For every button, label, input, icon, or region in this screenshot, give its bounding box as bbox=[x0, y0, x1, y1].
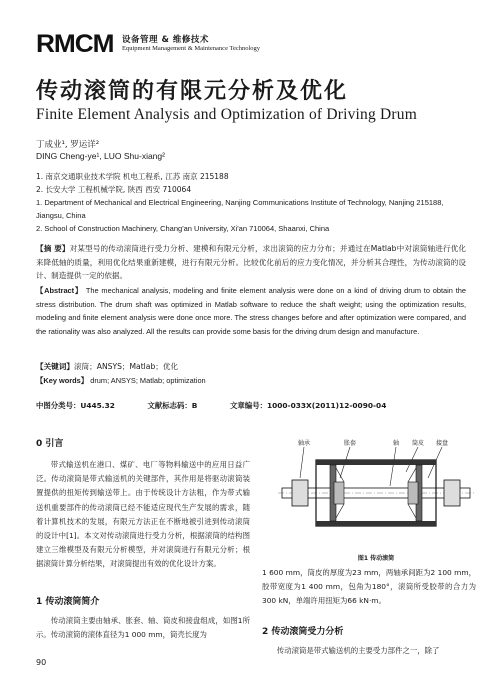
page-number: 90 bbox=[36, 658, 47, 667]
abstract-en-tag: 【Abstract】 bbox=[36, 286, 84, 295]
abstract-cn-tag: 【摘 要】 bbox=[36, 244, 70, 253]
figure-driving-drum bbox=[278, 438, 474, 546]
keywords-en bbox=[36, 374, 466, 388]
section-0-heading: 0 引言 bbox=[36, 439, 64, 449]
journal-logo: RMCM bbox=[36, 30, 114, 58]
journal-name-cn: 设备管理 & 维修技术 bbox=[122, 35, 209, 45]
label-shell: 筒皮 bbox=[411, 440, 425, 447]
affiliation-en-1: 1. Department of Mechanical and Electrical Engineering, Nanjing Communications Institute of Technology, Nanjing 215188, Jiangsu, China bbox=[36, 198, 444, 220]
keywords-en-text: drum; ANSYS; Matlab; optimization bbox=[90, 376, 206, 385]
affiliation-en-2: 2. School of Construction Machinery, Chang'an University, Xi'an 710064, Shaanxi, China bbox=[36, 224, 330, 233]
section-1-paragraph: 传动滚筒主要由轴承、胀套、轴、筒皮和接盘组成，如图1所示。传动滚筒的滚体直径为1 000 mm，筒壳长度为 bbox=[36, 616, 250, 640]
affiliation-cn-2: 2. 长安大学 工程机械学院, 陕西 西安 710064 bbox=[36, 185, 192, 194]
document-code: 文献标志码：B bbox=[147, 401, 198, 410]
section-0-paragraph: 带式输送机在港口、煤矿、电厂等物料输送中的应用日益广泛。传动滚筒是带式输送机的关键部件，其作用是将驱动滚筒装置提供的扭矩传到输送带上。由于传统设计方法粗，作为带式输送机重要部件的传动滚筒已经不能适应现代生产发展的需求，随着计算机技术的发展，有限元方法正在不断地被引进到传动滚筒的设计中[1]。本文对传动滚筒进行受力分析，根据滚筒的结构图建立三维模型及有限元分析模型，并对滚筒进行有限元分析；根据滚筒计算分析结果，对滚筒提出有效的优化设计方案。 bbox=[36, 460, 250, 569]
figure-caption: 图1 传动滚筒 bbox=[357, 555, 395, 562]
label-bearing: 轴承 bbox=[297, 440, 311, 447]
abstract-en-text: The mechanical analysis, modeling and finite element analysis were done on a kind of driving drum to obtain the stress distribution. The drum shaft was optimized in Matlab software to reduce the shaft weight; using the optimization results, modeling and finite element analysis were done once more. The stress changes before and after optimization were compared, and the rationality was also analyzed. All the results can provide some basis for the driving drum design and manufacture. bbox=[36, 286, 466, 336]
paper-title-cn: 传动滚筒的有限元分析及优化 bbox=[36, 79, 349, 104]
section-1-heading: 1 传动滚筒简介 bbox=[36, 597, 100, 607]
journal-name-en: Equipment Management & Maintenance Technology bbox=[122, 45, 261, 52]
clc-number: 中图分类号：U445.32 bbox=[36, 401, 115, 410]
journal-header bbox=[36, 32, 476, 58]
section-2-heading: 2 传动滚筒受力分析 bbox=[262, 627, 344, 637]
abstract-en bbox=[36, 284, 466, 338]
label-expansion-sleeve: 胀套 bbox=[343, 440, 357, 447]
label-end-disc: 接盘 bbox=[435, 440, 449, 447]
classification-line bbox=[36, 400, 416, 411]
abstract-cn-text: 对某型号的传动滚筒进行受力分析、建模和有限元分析，求出滚筒的应力分布；并通过在Matlab中对滚筒轴进行优化来降低轴的质量，利用优化结果重新建模，进行有限元分析。比较优化前后的应力变化情况，并分析其合理性，为传动滚筒的设计、制造提供一定的依据。 bbox=[36, 244, 466, 281]
right-column-continuation: 1 600 mm，筒皮的厚度为23 mm，两轴承间距为2 100 mm，胶带宽度为1 400 mm，包角为180°，滚筒所受胶带的合力为300 kN，单端许用扭矩为66 kN·m。 bbox=[262, 568, 476, 606]
paper-title-en: Finite Element Analysis and Optimization of Driving Drum bbox=[36, 106, 417, 123]
keywords-en-tag: 【Key words】 bbox=[36, 376, 89, 385]
affiliation-cn-1: 1. 南京交通职业技术学院 机电工程系, 江苏 南京 215188 bbox=[36, 172, 229, 181]
label-shaft: 轴 bbox=[392, 440, 400, 447]
drum-diagram bbox=[278, 438, 474, 546]
section-2-paragraph: 传动滚筒是带式输送机的主要受力部件之一，除了 bbox=[276, 646, 440, 655]
authors-en: DING Cheng-ye¹, LUO Shu-xiang² bbox=[36, 151, 165, 161]
authors-cn: 丁成业¹, 罗运详² bbox=[36, 140, 100, 150]
article-number: 文章编号：1000-033X(2011)12-0090-04 bbox=[230, 401, 387, 410]
abstract-cn bbox=[36, 242, 466, 283]
keywords-cn bbox=[36, 360, 466, 374]
keywords-cn-tag: 【关键词】 bbox=[36, 362, 74, 371]
keywords-cn-text: 滚筒；ANSYS；Matlab；优化 bbox=[73, 362, 179, 371]
